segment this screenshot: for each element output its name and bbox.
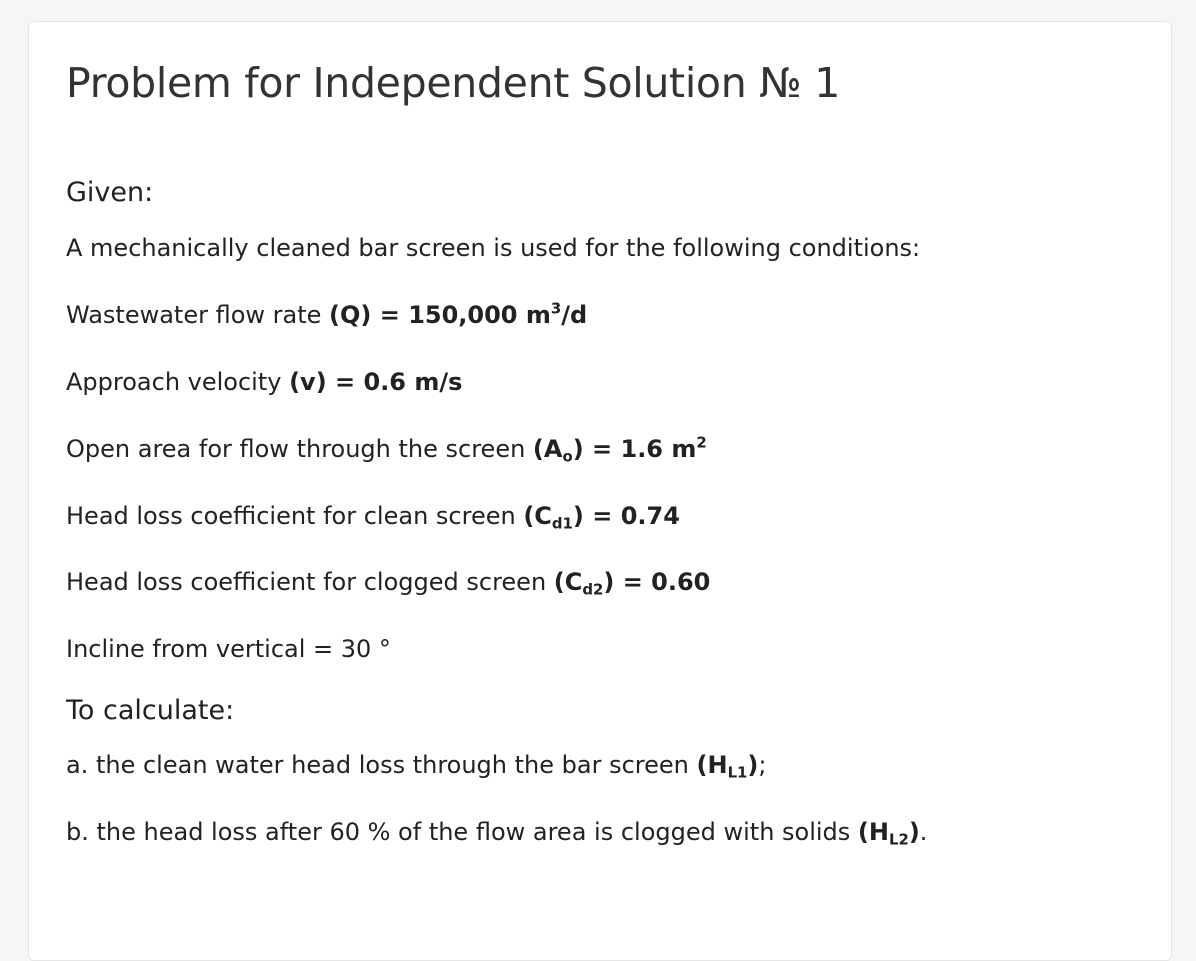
page-title: Problem for Independent Solution № 1 [66,59,840,107]
task-b-symbol: $(H_{L2})$ [857,818,920,849]
task-a-symbol: $(H_{L1})$ [696,751,759,782]
flow-rate-value: (Q) = 150,000 $m^3/d$ [329,299,588,329]
calculate-heading: To calculate: [66,695,235,726]
cd1-line [66,499,680,533]
problem-card [28,21,1172,961]
open-area-label: Open area for flow through the screen [66,435,533,463]
velocity-label: Approach velocity [66,368,290,396]
open-area-value: $(A_o) = 1.6$ $m^2$ [532,433,707,466]
flow-rate-label: Wastewater flow rate [66,301,330,329]
cd2-label: Head loss coefficient for clogged screen [66,568,554,596]
task-b: b. the head loss after 60 % of the flow area is clogged with solids $(H_{L2})$. [66,818,928,849]
open-area-line [66,432,707,466]
velocity-value: (v) = 0.6 m/s [289,368,463,396]
cd2-value: $(C_{d2}) = 0.60$ [553,568,711,599]
flow-rate-line [66,298,587,332]
cd2-line [66,565,710,599]
cd1-value: $(C_{d1}) = 0.74$ [523,502,680,533]
velocity-line [66,365,462,399]
incline-line: Incline from vertical = 30 ° [66,635,391,663]
given-intro: A mechanically cleaned bar screen is used for the following conditions: [66,234,921,262]
given-heading: Given: [66,177,154,208]
task-a: a. the clean water head loss through the bar screen $(H_{L1})$; [66,751,767,782]
cd1-label: Head loss coefficient for clean screen [66,502,524,530]
